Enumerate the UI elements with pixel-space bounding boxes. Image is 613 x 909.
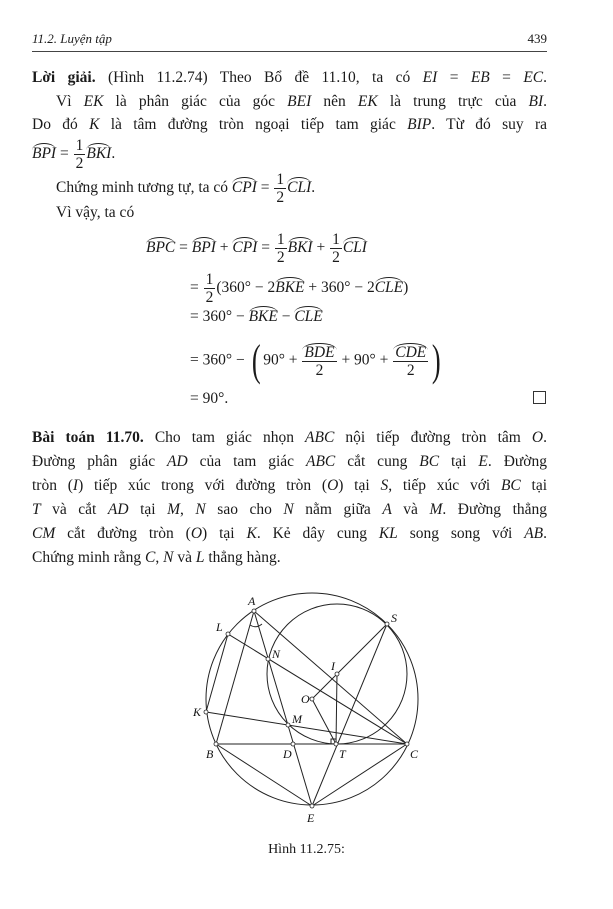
text-run: là tâm đường tròn ngoại tiếp tam giác [99,116,408,133]
text-run: . Từ đó suy ra [431,116,547,133]
math-symbol: M [429,501,443,518]
text-run: , [155,549,164,566]
page-number: 439 [527,31,547,46]
angle-arc-symbol: CLI [287,179,312,197]
text-run: nằm giữa [293,501,383,518]
text-run: và [173,549,196,566]
angle-arc-symbol: CLE [374,279,404,297]
angle-arc-symbol: BPI [191,239,216,257]
point-label: N [272,647,281,661]
fraction-denominator: 2 [276,189,285,206]
fraction-denominator: 2 [332,249,340,266]
fraction-denominator: 2 [315,361,324,379]
text-run: = [257,239,274,257]
text-run: . Đường thẳng [442,501,548,518]
text-run: + 90° + [337,351,393,369]
angle-arc-symbol: CLI [342,239,367,257]
text-run: của tam giác [187,453,306,470]
text-run: ) tại [338,477,381,494]
math-symbol: EK [83,93,104,110]
text-run: = 90°. [190,390,229,407]
math-symbol: EC [523,69,544,86]
angle-arc-symbol: CLE [294,308,323,325]
segment-ES [312,624,387,806]
angle-arc-symbol: BKI [86,145,112,163]
text-run: (Hình 11.2.74) Theo Bổ đề 11.10, ta có [95,69,423,86]
fraction-numerator: CDE [395,343,427,361]
angle-arc-symbol: BKE [248,308,278,325]
math-symbol: K [246,525,257,542]
angle-arc-symbol: BKE [275,279,305,297]
math-symbol: E [478,453,488,470]
text-run: Do đó [32,116,90,133]
math-symbol: EB [470,69,490,86]
math-symbol: M [167,501,181,518]
math-symbol: BI [528,93,544,110]
text-run: là trung trực của [377,93,529,110]
fraction-numerator: 1 [205,271,214,288]
point-label: A [248,594,256,608]
text-run: tròn ( [32,477,73,494]
angle-arc-symbol: CPI [231,179,257,197]
bold-label: Lời giải. [32,69,96,86]
segment-OS [312,624,387,699]
text-run: . [543,93,547,110]
text-run: ) tại [202,525,247,542]
big-parenthesis: ( [251,336,261,385]
text-run: tại [520,477,548,494]
text-run: cắt đường tròn ( [55,525,191,542]
text-run: = [190,279,203,297]
point-label: B [206,747,214,761]
text-run: Chứng minh tương tự, ta có [56,179,232,197]
segment-EC [312,744,407,806]
text-run: (360° − 2 [216,279,276,297]
text-run: . Đường [487,453,547,470]
angle-arc-symbol: CPI [232,239,258,257]
segment-OT [312,699,336,744]
text-run: = 360° − [190,308,249,325]
text-run: sao cho [205,501,284,518]
angle-arc-symbol: BPC [146,239,176,257]
math-symbol: BC [500,477,521,494]
text-run: ) [403,279,409,297]
point-label: K [193,705,202,719]
segment-IT [336,674,337,744]
text-run: nội tiếp đường tròn tâm [334,429,532,446]
fraction-numerator: BDE [304,343,335,361]
text-run: thẳng hàng. [204,549,281,566]
text-run: là phân giác của góc [103,93,288,110]
angle-mark-A [250,624,262,627]
segment-LC [228,634,407,744]
point-label: S [391,611,397,625]
big-parenthesis: ) [432,336,441,385]
point-label: C [410,747,419,761]
text-run: . Kẻ dây cung [256,525,379,542]
point-label: O [301,692,310,706]
fraction-numerator: 1 [276,171,285,188]
fraction-numerator: 1 [276,231,285,248]
math-symbol: BEI [287,93,312,110]
math-symbol: KL [378,525,398,542]
text-run: Cho tam giác nhọn [143,429,306,446]
text-run: = [437,69,471,86]
text-run: − [277,308,295,325]
math-symbol: BC [419,453,440,470]
math-symbol: A [382,501,392,518]
fraction-denominator: 2 [276,249,285,266]
math-symbol: I [72,477,79,494]
math-symbol: K [89,116,100,133]
text-run: = [489,69,524,86]
text-run: Vì [56,93,84,110]
text-run: và [391,501,430,518]
text-run: . [543,525,547,542]
text-run: = [175,239,192,257]
math-symbol: C [145,549,156,566]
segment-BE [216,744,312,806]
math-symbol: BIP [407,116,432,133]
fraction-denominator: 2 [75,155,84,172]
math-symbol: N [195,501,206,518]
math-symbol: EK [357,93,378,110]
math-symbol: AD [107,501,129,518]
text-run: song song với [397,525,525,542]
fraction-denominator: 2 [406,361,415,379]
point-markers [204,609,409,808]
math-symbol: EI [422,69,438,86]
math-symbol: O [190,525,203,542]
text-run: nên [311,93,358,110]
bold-label: Bài toán 11.70. [32,429,144,446]
math-symbol: N [283,501,294,518]
text-run: . [543,69,547,86]
fraction-numerator: 1 [75,137,84,154]
text-run: Vì vậy, ta có [56,204,135,221]
text-run: Chứng minh rằng [32,549,146,566]
text-run: + [312,239,330,257]
running-header-section: 11.2. Luyện tập [32,31,112,46]
point-label: D [283,747,292,761]
point-label: T [339,747,346,761]
text-run: , tiếp xúc với [388,477,501,494]
point-label: I [331,659,335,673]
figure-caption: Hình 11.2.75: [268,842,345,857]
math-symbol: S [380,477,389,494]
text-run: + [215,239,233,257]
math-symbol: AB [524,525,544,542]
text-run: cắt cung [335,453,420,470]
math-symbol: CM [32,525,56,542]
text-run: = [56,145,73,163]
fraction-denominator: 2 [205,289,214,306]
math-symbol: ABC [305,453,336,470]
text-run: + 360° − 2 [304,279,375,297]
angle-arc-symbol: BPI [32,145,57,163]
text-run: Đường phân giác [32,453,168,470]
text-run: ) tiếp xúc trong với đường tròn ( [78,477,328,494]
math-symbol: O [327,477,339,494]
fraction-numerator: 1 [332,231,340,248]
text-run: và cắt [40,501,108,518]
text-run: . [543,429,547,446]
point-label: M [292,712,302,726]
text-run: 90° + [263,351,302,369]
math-symbol: ABC [305,429,335,446]
point-label: E [307,811,315,825]
segment-KC [206,712,407,744]
math-symbol: O [531,429,544,446]
text-run: = [256,179,274,197]
math-symbol: AD [167,453,188,470]
math-symbol: N [163,549,174,566]
point-label: L [216,620,223,634]
math-symbol: L [195,549,205,566]
text-run: , [180,501,196,518]
math-symbol: T [32,501,41,518]
angle-arc-symbol: BKI [287,239,313,257]
segment-AE [254,611,312,806]
text-run: tại [128,501,168,518]
text-run: . [111,145,116,163]
text-run: = 360° − [190,351,249,369]
text-run: . [311,179,316,197]
text-run: tại [439,453,479,470]
